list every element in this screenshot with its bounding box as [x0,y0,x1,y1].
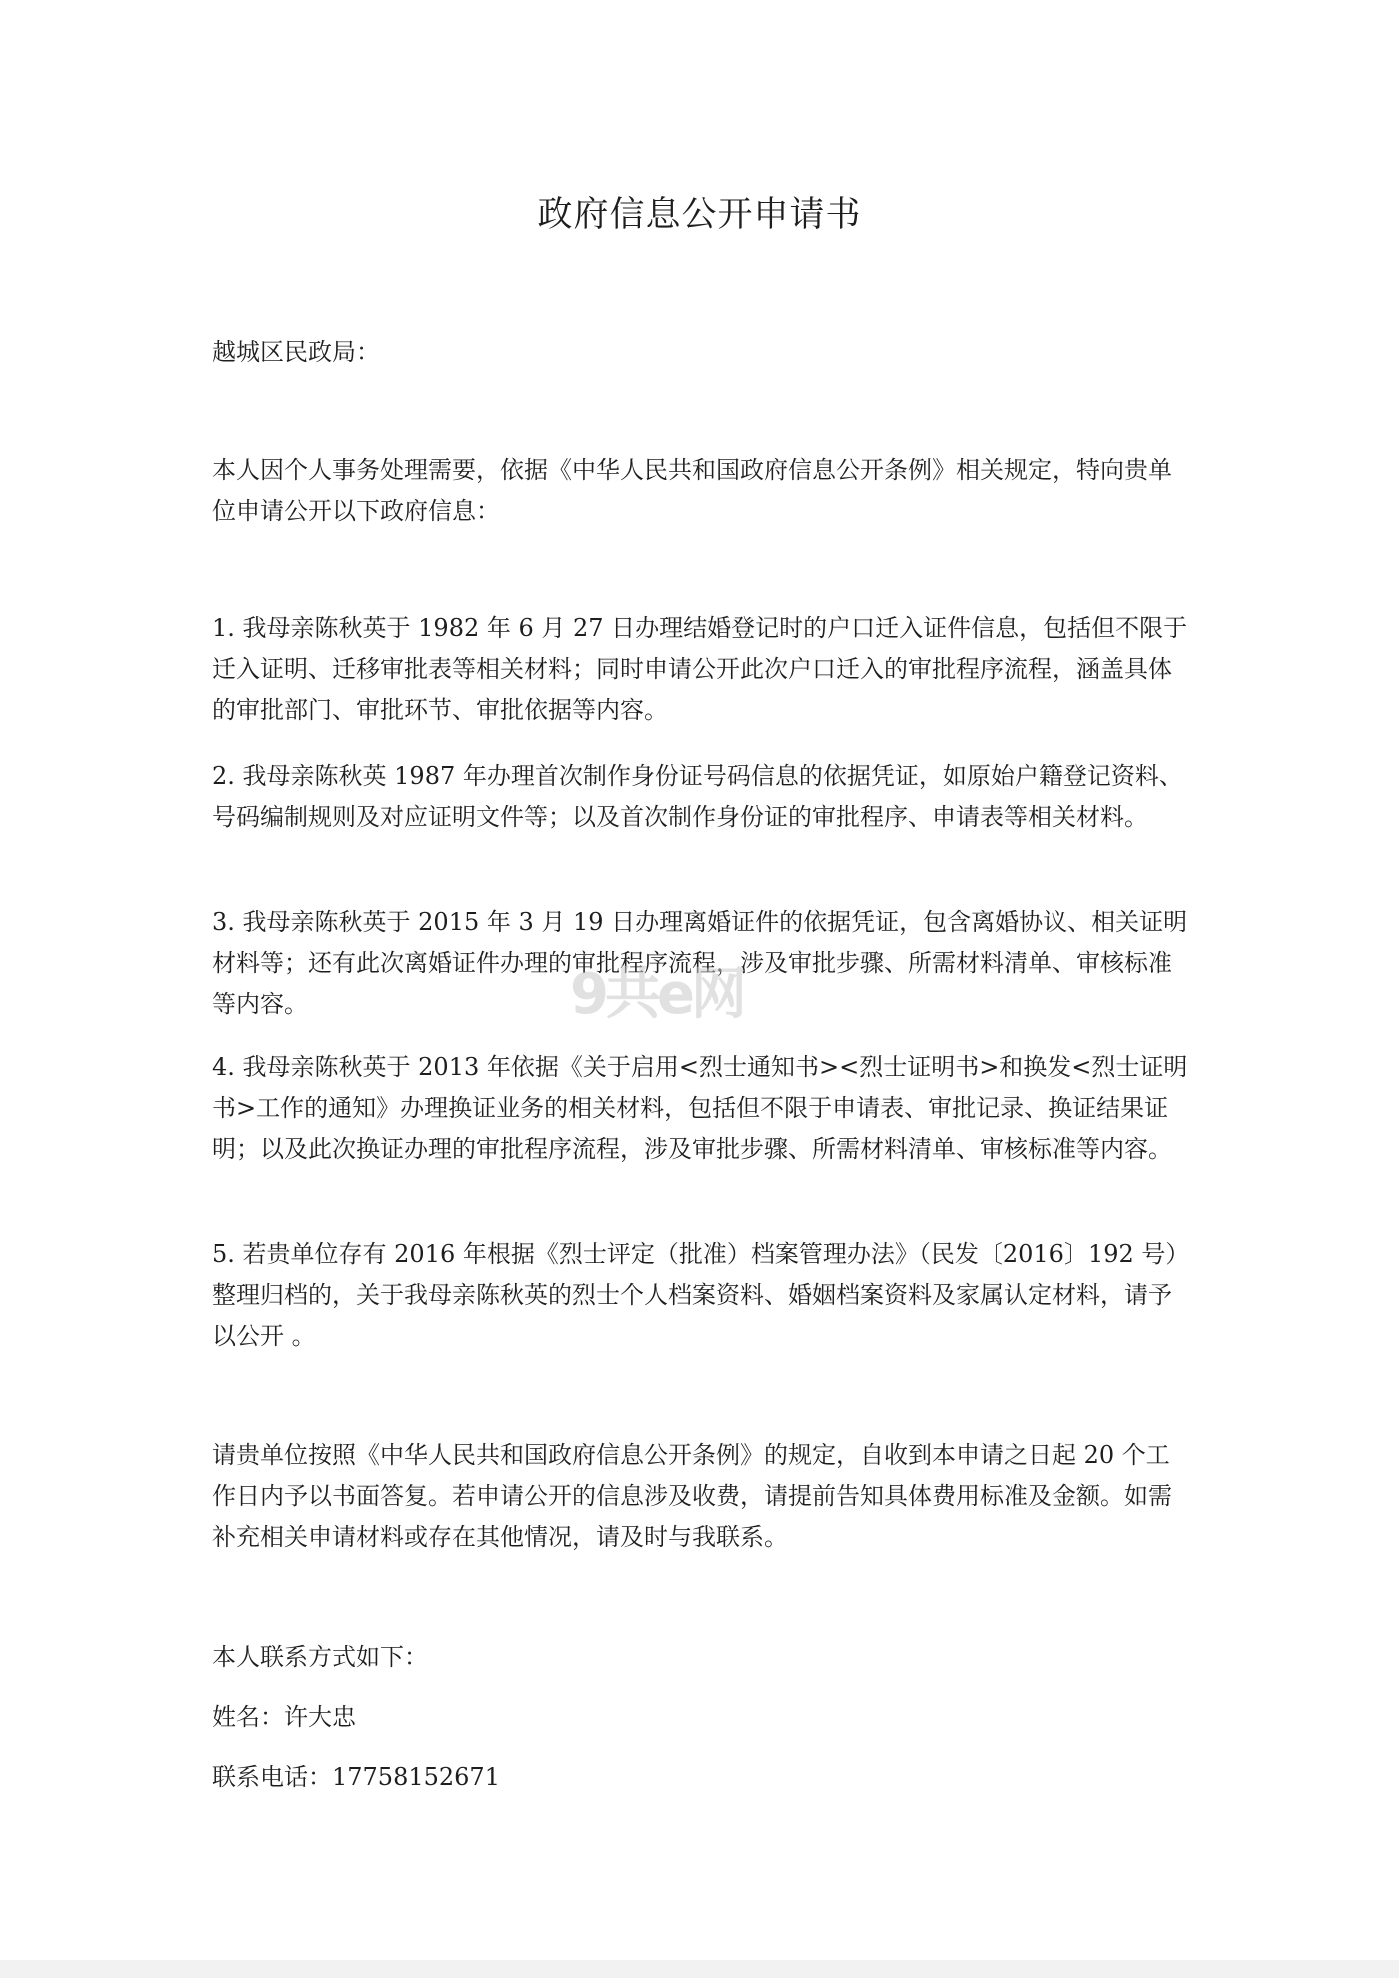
contact-name: 姓名：许大忠 [212,1703,356,1731]
request-item-5: 5. 若贵单位存有 2016 年根据《烈士评定（批准）档案管理办法》（民发〔2016〕192 号）整理归档的，关于我母亲陈秋英的烈士个人档案资料、婚姻档案资料及家属认定材料，请予以公开 。 [212,1240,1190,1350]
recipient-line: 越城区民政局： [212,338,380,366]
contact-heading: 本人联系方式如下： [212,1643,428,1671]
site-watermark: 9共e网 [570,962,743,1027]
document-title: 政府信息公开申请书 [537,195,862,235]
request-item-4: 4. 我母亲陈秋英于 2013 年依据《关于启用<烈士通知书><烈士证明书>和换发<烈士证明书>工作的通知》办理换证业务的相关材料，包括但不限于申请表、审批记录、换证结果证明；以及此次换证办理的审批程序流程，涉及审批步骤、所需材料清单、审核标准等内容。 [212,1053,1188,1163]
closing-paragraph: 请贵单位按照《中华人民共和国政府信息公开条例》的规定，自收到本申请之日起 20 个工作日内予以书面答复。若申请公开的信息涉及收费，请提前告知具体费用标准及金额。如需补充相关申请材料或存在其他情况，请及时与我联系。 [212,1441,1172,1551]
intro-paragraph: 本人因个人事务处理需要，依据《中华人民共和国政府信息公开条例》相关规定，特向贵单位申请公开以下政府信息： [212,456,1172,525]
request-item-1: 1. 我母亲陈秋英于 1982 年 6 月 27 日办理结婚登记时的户口迁入证件信息，包括但不限于迁入证明、迁移审批表等相关材料；同时申请公开此次户口迁入的审批程序流程，涵盖具体的审批部门、审批环节、审批依据等内容。 [212,614,1188,724]
contact-phone: 联系电话：17758152671 [212,1763,500,1791]
request-item-2: 2. 我母亲陈秋英 1987 年办理首次制作身份证号码信息的依据凭证，如原始户籍登记资料、号码编制规则及对应证明文件等；以及首次制作身份证的审批程序、申请表等相关材料。 [212,762,1183,831]
request-item-3: 3. 我母亲陈秋英于 2015 年 3 月 19 日办理离婚证件的依据凭证，包含离婚协议、相关证明材料等；还有此次离婚证件办理的审批程序流程，涉及审批步骤、所需材料清单、审核标准等内容。 [212,908,1188,1018]
page-bottom-edge [0,1960,1399,1978]
